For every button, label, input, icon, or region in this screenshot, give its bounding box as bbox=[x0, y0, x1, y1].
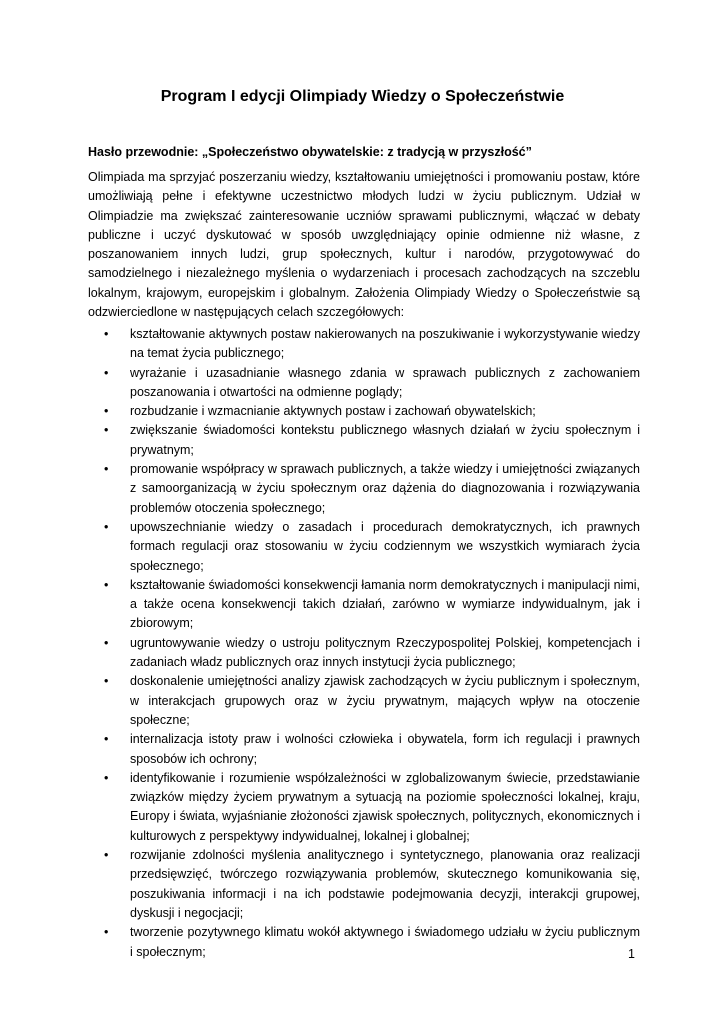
list-item-text: upowszechnianie wiedzy o zasadach i procedurach demokratycznych, ich prawnych formach regulacji oraz stosowaniu w życiu codziennym we wszystkich wymiarach życia społecznego; bbox=[130, 519, 640, 573]
bullet-icon: • bbox=[104, 635, 109, 650]
list-item bbox=[88, 325, 640, 364]
intro-paragraph: Olimpiada ma sprzyjać poszerzaniu wiedzy, kształtowaniu umiejętności i promowaniu postaw, które umożliwiają pełne i efektywne uczestnictwo młodych ludzi w życiu publicznym. Udział w Olimpiadzie ma zwiększać zainteresowanie uczniów sprawami publicznymi, włączać w debaty publiczne i uczyć dyskutować w sposób uwzględniający opinie odmienne niż własne, z poszanowaniem innych ludzi, grup społecznych, kultur i narodów, przygotowywać do samodzielnego i niezależnego myślenia o wydarzeniach i procesach zachodzących na szczeblu lokalnym, krajowym, europejskim i globalnym. Założenia Olimpiady Wiedzy o Społeczeństwie są odzwierciedlone w następujących celach szczegółowych: bbox=[88, 170, 640, 320]
list-item-text: ugruntowywanie wiedzy o ustroju politycznym Rzeczypospolitej Polskiej, kompetencjach i zadaniach władz publicznych oraz innych instytucji życia publicznego; bbox=[130, 635, 640, 670]
bullet-icon: • bbox=[104, 462, 109, 477]
list-item bbox=[88, 518, 640, 576]
list-item bbox=[88, 634, 640, 673]
list-item-text: tworzenie pozytywnego klimatu wokół aktywnego i świadomego udziału w życiu publicznym i społecznym; bbox=[130, 925, 640, 959]
list-item bbox=[88, 402, 640, 421]
goals-list bbox=[88, 325, 640, 962]
bullet-icon: • bbox=[104, 577, 109, 592]
motto: Hasło przewodnie: „Społeczeństwo obywatelskie: z tradycją w przyszłość” bbox=[88, 145, 532, 159]
list-item bbox=[88, 576, 640, 634]
list-item-text: rozbudzanie i wzmacnianie aktywnych postaw i zachowań obywatelskich; bbox=[130, 404, 536, 419]
bullet-icon: • bbox=[104, 848, 109, 863]
list-item bbox=[88, 923, 640, 962]
list-item-text: kształtowanie aktywnych postaw nakierowanych na poszukiwanie i wykorzystywanie wiedzy na temat życia publicznego; bbox=[130, 327, 640, 361]
bullet-icon: • bbox=[104, 365, 109, 380]
bullet-icon: • bbox=[104, 519, 109, 534]
bullet-icon: • bbox=[104, 770, 109, 785]
bullet-icon: • bbox=[104, 423, 109, 438]
list-item bbox=[88, 672, 640, 730]
list-item bbox=[88, 364, 640, 403]
bullet-icon: • bbox=[104, 925, 109, 940]
list-item-text: wyrażanie i uzasadnianie własnego zdania w sprawach publicznych z zachowaniem poszanowania i otwartości na odmienne poglądy; bbox=[130, 365, 640, 399]
list-item-text: doskonalenie umiejętności analizy zjawisk zachodzących w życiu publicznym i społecznym, w interakcjach grupowych oraz w życiu prywatnym, mających wpływ na otoczenie społeczne; bbox=[130, 674, 640, 727]
document-title: Program I edycji Olimpiady Wiedzy o Społeczeństwie bbox=[160, 88, 565, 105]
list-item bbox=[88, 846, 640, 923]
list-item bbox=[88, 460, 640, 518]
list-item-text: internalizacja istoty praw i wolności człowieka i obywatela, form ich regulacji i prawnych sposobów ich ochrony; bbox=[130, 732, 640, 766]
list-item-text: identyfikowanie i rozumienie współzależności w zglobalizowanym świecie, przedstawianie związków między życiem prywatnym a sytuacją na poziomie społeczności lokalnej, kraju, Europy i świata, wyjaśnianie złożoności zjawisk społecznych, politycznych, ekonomicznych i kulturowych z perspektywy indywidualnej, lokalnej i globalnej; bbox=[130, 770, 640, 843]
list-item-text: zwiększanie świadomości kontekstu publicznego własnych działań w życiu społecznym i prywatnym; bbox=[130, 423, 640, 457]
list-item-text: kształtowanie świadomości konsekwencji łamania norm demokratycznych i manipulacji nimi, a także ocena konsekwencji takich działań, zarówno w wymiarze indywidualnym, jak i zbiorowym; bbox=[130, 577, 640, 631]
list-item bbox=[88, 421, 640, 460]
bullet-icon: • bbox=[104, 674, 109, 689]
list-item-text: rozwijanie zdolności myślenia analitycznego i syntetycznego, planowania oraz realizacji przedsięwzięć, twórczego rozwiązywania problemów, skutecznego komunikowania się, poszukiwania informacji i na ich podstawie podejmowania decyzji, interakcji grupowej, dyskusji i negocjacji; bbox=[130, 848, 640, 920]
list-item bbox=[88, 769, 640, 846]
bullet-icon: • bbox=[104, 404, 109, 419]
bullet-icon: • bbox=[104, 732, 109, 747]
bullet-icon: • bbox=[104, 327, 109, 341]
list-item-text: promowanie współpracy w sprawach publicznych, a także wiedzy i umiejętności związanych z samoorganizacją w życiu społecznym oraz dążenia do diagnozowania i rozwiązywania problemów otoczenia społecznego; bbox=[130, 462, 640, 515]
list-item bbox=[88, 730, 640, 769]
page-number: 1 bbox=[628, 947, 635, 961]
